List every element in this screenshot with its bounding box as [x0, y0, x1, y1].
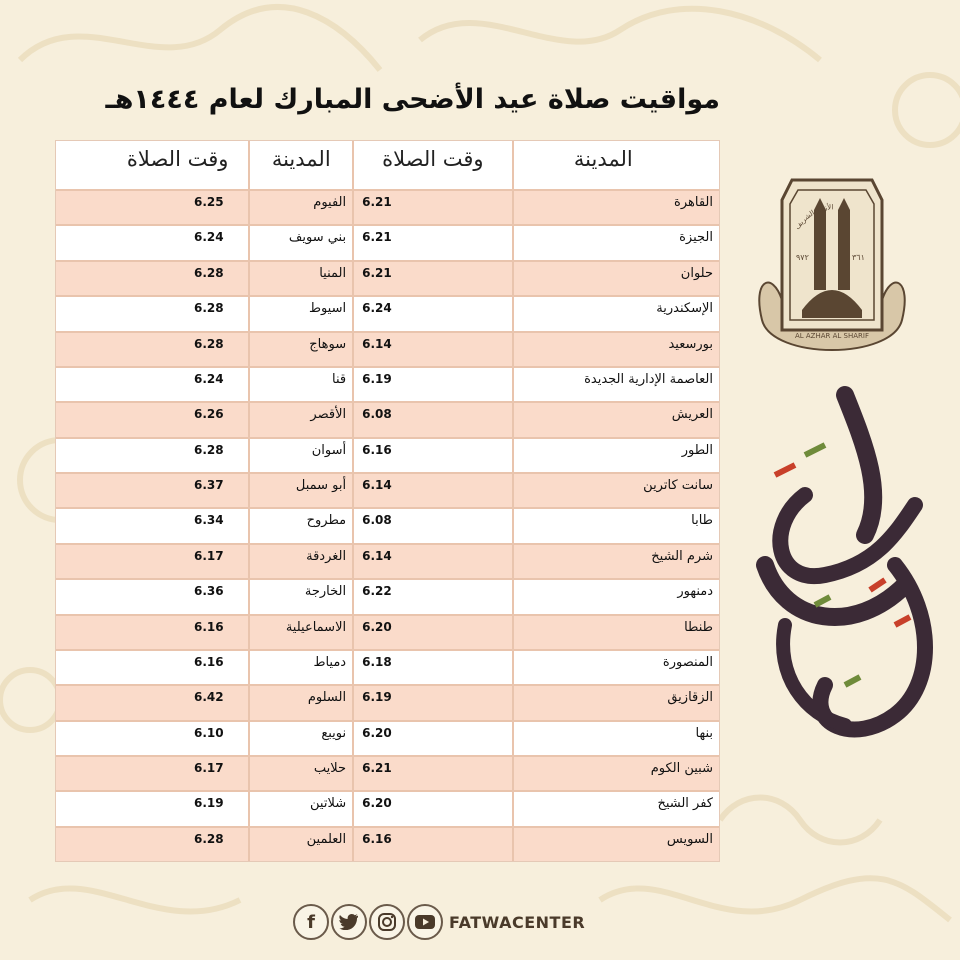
- city-name: بني سويف: [288, 230, 347, 246]
- prayer-time: 6.28: [194, 336, 224, 351]
- table-row: [56, 580, 719, 615]
- table-cell: [56, 439, 248, 472]
- table-cell: [248, 333, 352, 366]
- table-cell: [56, 722, 248, 755]
- table-cell: [512, 686, 719, 719]
- table-cell: [248, 297, 352, 330]
- city-name: العريش: [671, 407, 713, 423]
- prayer-time: 6.17: [194, 548, 224, 563]
- prayer-time: 6.10: [194, 725, 224, 740]
- table-cell: [248, 474, 352, 507]
- table-cell: [248, 792, 352, 825]
- city-name: مطروح: [306, 513, 347, 529]
- city-name: الغردقة: [306, 548, 347, 564]
- table-cell: [512, 297, 719, 330]
- prayer-time: 6.14: [362, 548, 392, 563]
- table-cell: [352, 439, 512, 472]
- table-row: [56, 545, 719, 580]
- table-cell: [512, 722, 719, 755]
- table-cell: [352, 368, 512, 401]
- table-cell: [56, 191, 248, 224]
- table-row: [56, 262, 719, 297]
- table-row: [56, 333, 719, 368]
- table-cell: [352, 226, 512, 259]
- table-cell: [56, 828, 248, 861]
- table-cell: [512, 262, 719, 295]
- table-cell: [352, 333, 512, 366]
- table-cell: [248, 757, 352, 790]
- prayer-time: 6.17: [194, 761, 224, 775]
- prayer-time: 6.20: [362, 725, 392, 740]
- table-cell: [512, 191, 719, 224]
- city-name: السويس: [666, 831, 713, 847]
- table-cell: [352, 792, 512, 825]
- table-cell: [352, 580, 512, 613]
- prayer-time: 6.21: [362, 195, 392, 209]
- table-cell: [248, 226, 352, 259]
- prayer-time: 6.37: [194, 478, 224, 492]
- table-cell: [56, 686, 248, 719]
- table-cell: [248, 439, 352, 472]
- city-name: الخارجة: [304, 584, 347, 600]
- city-name: الزقازيق: [667, 690, 713, 706]
- table-row: [56, 509, 719, 544]
- social-handle[interactable]: FATWACENTER: [449, 912, 586, 932]
- city-name: سانت كاترين: [643, 478, 713, 493]
- table-cell: [248, 191, 352, 224]
- table-cell: [56, 262, 248, 295]
- table-cell: [248, 403, 352, 436]
- prayer-time: 6.24: [194, 230, 224, 245]
- prayer-time: 6.34: [194, 513, 224, 528]
- table-cell: [352, 509, 512, 542]
- prayer-time: 6.18: [362, 654, 392, 669]
- youtube-icon[interactable]: [407, 904, 443, 940]
- prayer-time: 6.26: [194, 407, 224, 422]
- city-name: أبو سمبل: [295, 478, 347, 493]
- city-name: الجيزة: [679, 230, 713, 246]
- prayer-time: 6.16: [194, 654, 224, 669]
- table-row: [56, 439, 719, 474]
- page-title: مواقيت صلاة عيد الأضحى المبارك لعام ١٤٤٤هـ: [105, 84, 720, 115]
- seal-year-right: ٣٦١: [852, 253, 865, 262]
- prayer-time: 6.14: [362, 478, 392, 492]
- al-azhar-seal-logo: [752, 160, 912, 370]
- table-cell: [248, 651, 352, 684]
- table-cell: [248, 828, 352, 861]
- table-cell: [512, 757, 719, 790]
- city-name: الاسماعيلية: [285, 619, 347, 635]
- table-cell: [56, 651, 248, 684]
- prayer-time: 6.19: [362, 371, 392, 386]
- table-cell: [352, 191, 512, 224]
- city-name: قنا: [332, 371, 347, 387]
- table-cell: [512, 226, 719, 259]
- city-name: الإسكندرية: [656, 301, 713, 317]
- table-row: [56, 722, 719, 757]
- prayer-time: 6.28: [194, 301, 224, 316]
- city-name: كفر الشيخ: [657, 796, 713, 812]
- table-cell: [248, 545, 352, 578]
- table-cell: [248, 686, 352, 719]
- table-row: [56, 368, 719, 403]
- table-cell: [512, 580, 719, 613]
- city-name: طابا: [691, 513, 713, 529]
- table-cell: [56, 545, 248, 578]
- table-row: [56, 226, 719, 261]
- prayer-time: 6.28: [194, 265, 224, 280]
- table-cell: [352, 474, 512, 507]
- table-row: [56, 616, 719, 651]
- eid-calligraphy-icon: [745, 385, 945, 755]
- city-name: المنيا: [319, 265, 347, 281]
- prayer-time: 6.16: [194, 619, 224, 634]
- facebook-icon[interactable]: f: [293, 904, 329, 940]
- table-cell: [56, 368, 248, 401]
- city-name: شبين الكوم: [650, 761, 713, 776]
- table-cell: [56, 297, 248, 330]
- prayer-time: 6.16: [362, 442, 392, 457]
- table-row: [56, 191, 719, 226]
- table-cell: [352, 297, 512, 330]
- city-name: بورسعيد: [668, 336, 713, 352]
- table-row: [56, 297, 719, 332]
- table-cell: [352, 545, 512, 578]
- prayer-time: 6.24: [362, 301, 392, 316]
- seal-arabic-ring: الأزهر الشريف: [793, 203, 834, 232]
- table-cell: [512, 651, 719, 684]
- table-cell: [248, 509, 352, 542]
- header-time-2: وقت الصلاة: [126, 147, 229, 171]
- table-cell: [56, 333, 248, 366]
- prayer-time: 6.19: [194, 796, 224, 811]
- city-name: سوهاج: [309, 336, 347, 352]
- table-header-row: [56, 141, 719, 191]
- table-cell: [352, 828, 512, 861]
- city-name: حلايب: [313, 761, 347, 776]
- prayer-time: 6.24: [194, 371, 224, 386]
- city-name: شلاتين: [310, 796, 347, 812]
- table-row: [56, 792, 719, 827]
- table-cell: [352, 686, 512, 719]
- table-row: [56, 686, 719, 721]
- table-cell: [248, 368, 352, 401]
- prayer-time: 6.28: [194, 442, 224, 457]
- header-city-2: المدينة: [248, 141, 352, 189]
- prayer-time: 6.22: [362, 584, 392, 599]
- seal-year-left: ٩٧٢: [796, 253, 809, 262]
- table-cell: [352, 262, 512, 295]
- prayer-time: 6.14: [362, 336, 392, 351]
- city-name: شرم الشيخ: [651, 548, 713, 564]
- table-cell: [248, 616, 352, 649]
- table-cell: [56, 403, 248, 436]
- table-row: [56, 474, 719, 509]
- table-cell: [56, 474, 248, 507]
- table-cell: [248, 722, 352, 755]
- prayer-time: 6.21: [362, 230, 392, 245]
- prayer-time: 6.16: [362, 831, 392, 846]
- table-cell: [56, 226, 248, 259]
- table-cell: [512, 509, 719, 542]
- prayer-time: 6.08: [362, 407, 392, 422]
- social-footer: [293, 902, 585, 942]
- prayer-time: 6.42: [194, 690, 224, 705]
- table-row: [56, 828, 719, 861]
- city-name: العلمين: [306, 831, 347, 847]
- table-cell: [56, 757, 248, 790]
- table-cell: [512, 333, 719, 366]
- table-cell: [56, 616, 248, 649]
- prayer-time: 6.21: [362, 265, 392, 280]
- table-cell: [512, 616, 719, 649]
- city-name: الطور: [681, 442, 713, 458]
- header-time: وقت الصلاة: [352, 141, 512, 189]
- prayer-time: 6.08: [362, 513, 392, 528]
- instagram-icon[interactable]: [369, 904, 405, 940]
- table-row: [56, 403, 719, 438]
- table-cell: [352, 616, 512, 649]
- table-cell: [512, 792, 719, 825]
- table-cell: [56, 580, 248, 613]
- seal-latin-ring: AL AZHAR AL SHARIF: [794, 332, 870, 340]
- table-cell: [248, 262, 352, 295]
- city-name: نويبع: [321, 725, 347, 741]
- table-cell: [352, 403, 512, 436]
- table-cell: [512, 828, 719, 861]
- table-cell: [352, 651, 512, 684]
- city-name: طنطا: [684, 619, 713, 635]
- table-cell: [56, 509, 248, 542]
- twitter-icon[interactable]: [331, 904, 367, 940]
- city-name: الأقصر: [310, 407, 347, 423]
- table-cell: [248, 580, 352, 613]
- city-name: بنها: [695, 725, 713, 741]
- table-cell: [352, 757, 512, 790]
- city-name: المنصورة: [662, 654, 713, 670]
- prayer-times-table: [55, 140, 720, 862]
- city-name: السلوم: [307, 690, 347, 706]
- prayer-time: 6.19: [362, 690, 392, 705]
- table-row: [56, 651, 719, 686]
- table-cell: [512, 545, 719, 578]
- city-name: العاصمة الإدارية الجديدة: [584, 371, 713, 387]
- table-cell: [512, 403, 719, 436]
- table-cell: [512, 474, 719, 507]
- city-name: دمياط: [313, 654, 347, 670]
- header-city: المدينة: [512, 141, 719, 189]
- table-cell: [512, 368, 719, 401]
- city-name: أسوان: [311, 442, 347, 458]
- prayer-time: 6.20: [362, 796, 392, 811]
- table-cell: [352, 722, 512, 755]
- prayer-time: 6.20: [362, 619, 392, 634]
- prayer-time: 6.36: [194, 584, 224, 599]
- prayer-time: 6.21: [362, 761, 392, 775]
- city-name: اسيوط: [308, 301, 347, 317]
- table-cell: [512, 439, 719, 472]
- prayer-time: 6.25: [194, 195, 224, 209]
- table-cell: [56, 792, 248, 825]
- city-name: حلوان: [680, 265, 713, 281]
- city-name: الفيوم: [313, 195, 347, 210]
- prayer-time: 6.28: [194, 831, 224, 846]
- city-name: دمنهور: [677, 584, 713, 600]
- city-name: القاهرة: [674, 195, 713, 210]
- table-row: [56, 757, 719, 792]
